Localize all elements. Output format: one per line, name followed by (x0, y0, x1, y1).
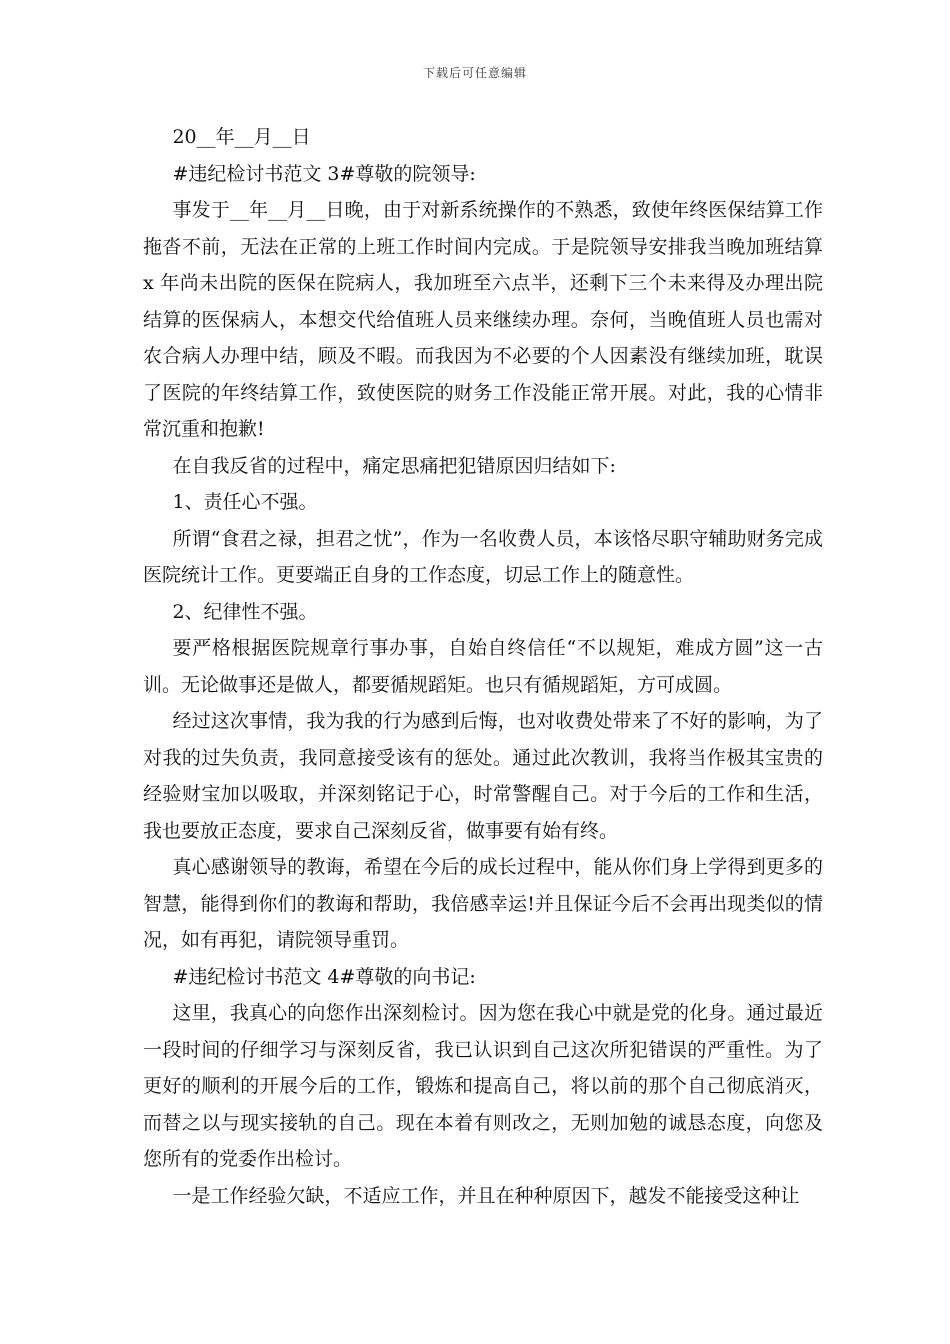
paragraph: 真心感谢领导的教诲，希望在今后的成长过程中，能从你们身上学得到更多的智慧，能得到你们的教诲和帮助，我倍感幸运!并且保证今后不会再出现类似的情况，如有再犯，请院领导重罚。 (143, 856, 823, 951)
page-header: 下载后可任意编辑 (422, 66, 527, 80)
section-heading: #违纪检讨书范文 4#尊敬的向书记: (172, 965, 476, 988)
list-item: 2、纪律性不强。 (172, 600, 318, 623)
paragraph: 经过这次事情，我为我的行为感到后悔，也对收费处带来了不好的影响，为了对我的过失负责，我同意接受该有的惩处。通过此次教训，我将当作极其宝贵的经验财宝加以吸取，并深刻铭记于心，时常警醒自己。对于今后的工作和生活，我也要放正态度，要求自己深刻反省，做事要有始有终。 (143, 710, 823, 842)
section-heading: #违纪检讨书范文 3#尊敬的院领导: (172, 162, 476, 185)
list-item: 1、责任心不强。 (172, 491, 318, 513)
date-line: 20__年__月__日 (172, 126, 311, 148)
paragraph: 事发于__年__月__日晚，由于对新系统操作的不熟悉，致使年终医保结算工作拖沓不前，无法在正常的上班工作时间内完成。于是院领导安排我当晚加班结算 x 年尚未出院的医保在院病人，我加班至六点半，还剩下三个未来得及办理出院结算的医保病人，本想交代给值班人员来继续办理。奈何，当晚值班人员也需对农合病人办理中结，顾及不暇。而我因为不必要的个人因素没有继续加班，耽误了医院的年终结算工作，致使医院的财务工作没能正常开展。对此，我的心情非常沉重和抱歉! (143, 199, 823, 440)
paragraph: 一是工作经验欠缺，不适应工作，并且在种种原因下，越发不能接受这种让 (172, 1184, 800, 1207)
document-body (143, 119, 823, 1214)
paragraph: 这里，我真心的向您作出深刻检讨。因为您在我心中就是党的化身。通过最近一段时间的仔细学习与深刻反省，我已认识到自己这次所犯错误的严重性。为了更好的顺利的开展今后的工作，锻炼和提高自己，将以前的那个自己彻底消灭，而替之以与现实接轨的自己。现在本着有则改之，无则加勉的诚恳态度，向您及您所有的党委作出检讨。 (143, 1002, 823, 1170)
paragraph: 所谓“食君之禄，担君之忧”，作为一名收费人员，本该恪尽职守辅助财务完成医院统计工作。更要端正自身的工作态度，切忌工作上的随意性。 (143, 527, 823, 586)
paragraph: 在自我反省的过程中，痛定思痛把犯错原因归结如下: (172, 454, 616, 477)
paragraph: 要严格根据医院规章行事办事，自始自终信任“不以规矩，难成方圆”这一古训。无论做事还是做人，都要循规蹈矩。也只有循规蹈矩，方可成圆。 (143, 637, 823, 696)
